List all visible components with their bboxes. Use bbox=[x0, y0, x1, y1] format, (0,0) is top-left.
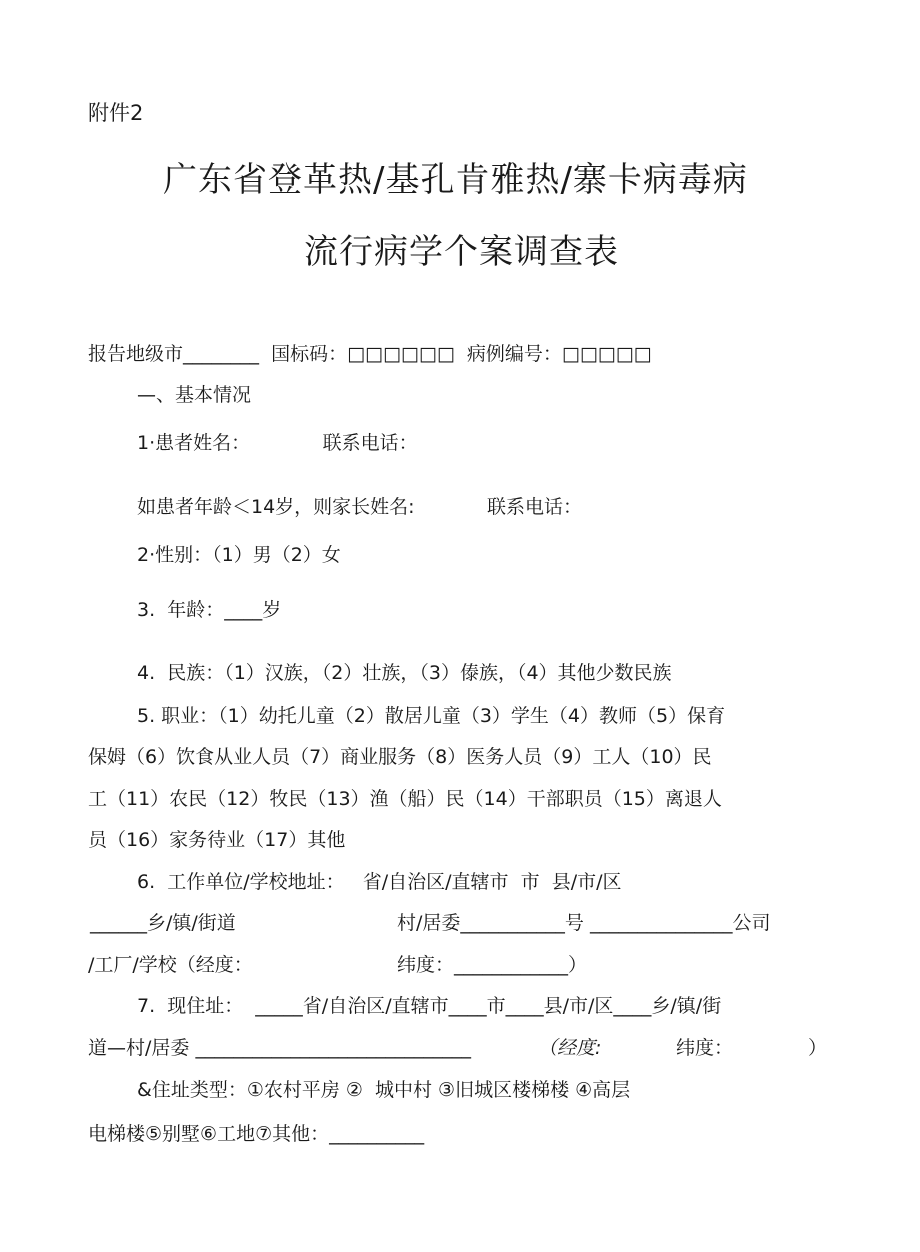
q7-longitude: （经度: bbox=[538, 1037, 602, 1059]
q5-occupation-line1: 5. 职业：（1）幼托儿童（2）散居儿童（3）学生（4）教师（5）保育 bbox=[137, 705, 726, 727]
q4-ethnicity: 4. 民族：（1）汉族，（2）壮族，（3）傣族，（4）其他少数民族 bbox=[137, 662, 672, 684]
q1-guardian-name: 如患者年龄＜14岁，则家长姓名: 联系电话： bbox=[137, 496, 583, 518]
q6-work-address-line1: 6. 工作单位/学校地址： 省/自治区/直辖市 市 县/市/区 bbox=[137, 871, 622, 893]
q7-home-address-village: 道—村/居委 _____________________________ bbox=[88, 1037, 471, 1059]
q5-occupation-line3: 工（11）农民（12）牧民（13）渔（船）民（14）干部职员（15）离退人 bbox=[88, 788, 722, 810]
page-title: 广东省登革热/基孔肯雅热/寨卡病毒病 bbox=[163, 160, 748, 200]
q5-occupation-line4: 员（16）家务待业（17）其他 bbox=[88, 829, 346, 851]
q8-residence-type-line2: 电梯楼⑤别墅⑥工地⑦其他：__________ bbox=[88, 1123, 425, 1145]
q1-patient-name: 1·患者姓名： 联系电话： bbox=[137, 432, 418, 454]
q6-work-address-street: ______乡/镇/街道 bbox=[90, 912, 236, 934]
section-heading: —、基本情况 bbox=[137, 384, 252, 406]
q5-occupation-line2: 保姆（6）饮食从业人员（7）商业服务（8）医务人员（9）工人（10）民 bbox=[88, 746, 712, 768]
page-subtitle: 流行病学个案调查表 bbox=[304, 232, 619, 272]
q2-gender: 2·性别：（1）男（2）女 bbox=[137, 544, 341, 566]
attachment-label: 附件2 bbox=[88, 101, 144, 125]
q3-age: 3. 年龄：____岁 bbox=[137, 599, 282, 621]
q6-latitude: 纬度：____________） bbox=[397, 954, 588, 976]
q7-home-address-line1: 7. 现住址： _____省/自治区/直辖市____市____县/市/区____乡/镇/街 bbox=[137, 995, 722, 1017]
q7-close-paren: ） bbox=[808, 1037, 828, 1059]
q6-work-address-village: 村/居委___________号 _______________公司 bbox=[397, 912, 771, 934]
q8-residence-type-line1: &住址类型：①农村平房 ② 城中村 ③旧城区楼梯楼 ④高层 bbox=[137, 1079, 631, 1101]
q6-longitude: /工厂/学校（经度： bbox=[88, 954, 253, 976]
q7-latitude: 纬度： bbox=[676, 1037, 734, 1059]
report-info-line: 报告地级市________ 国标码：□□□□□□ 病例编号：□□□□□ bbox=[88, 343, 652, 365]
